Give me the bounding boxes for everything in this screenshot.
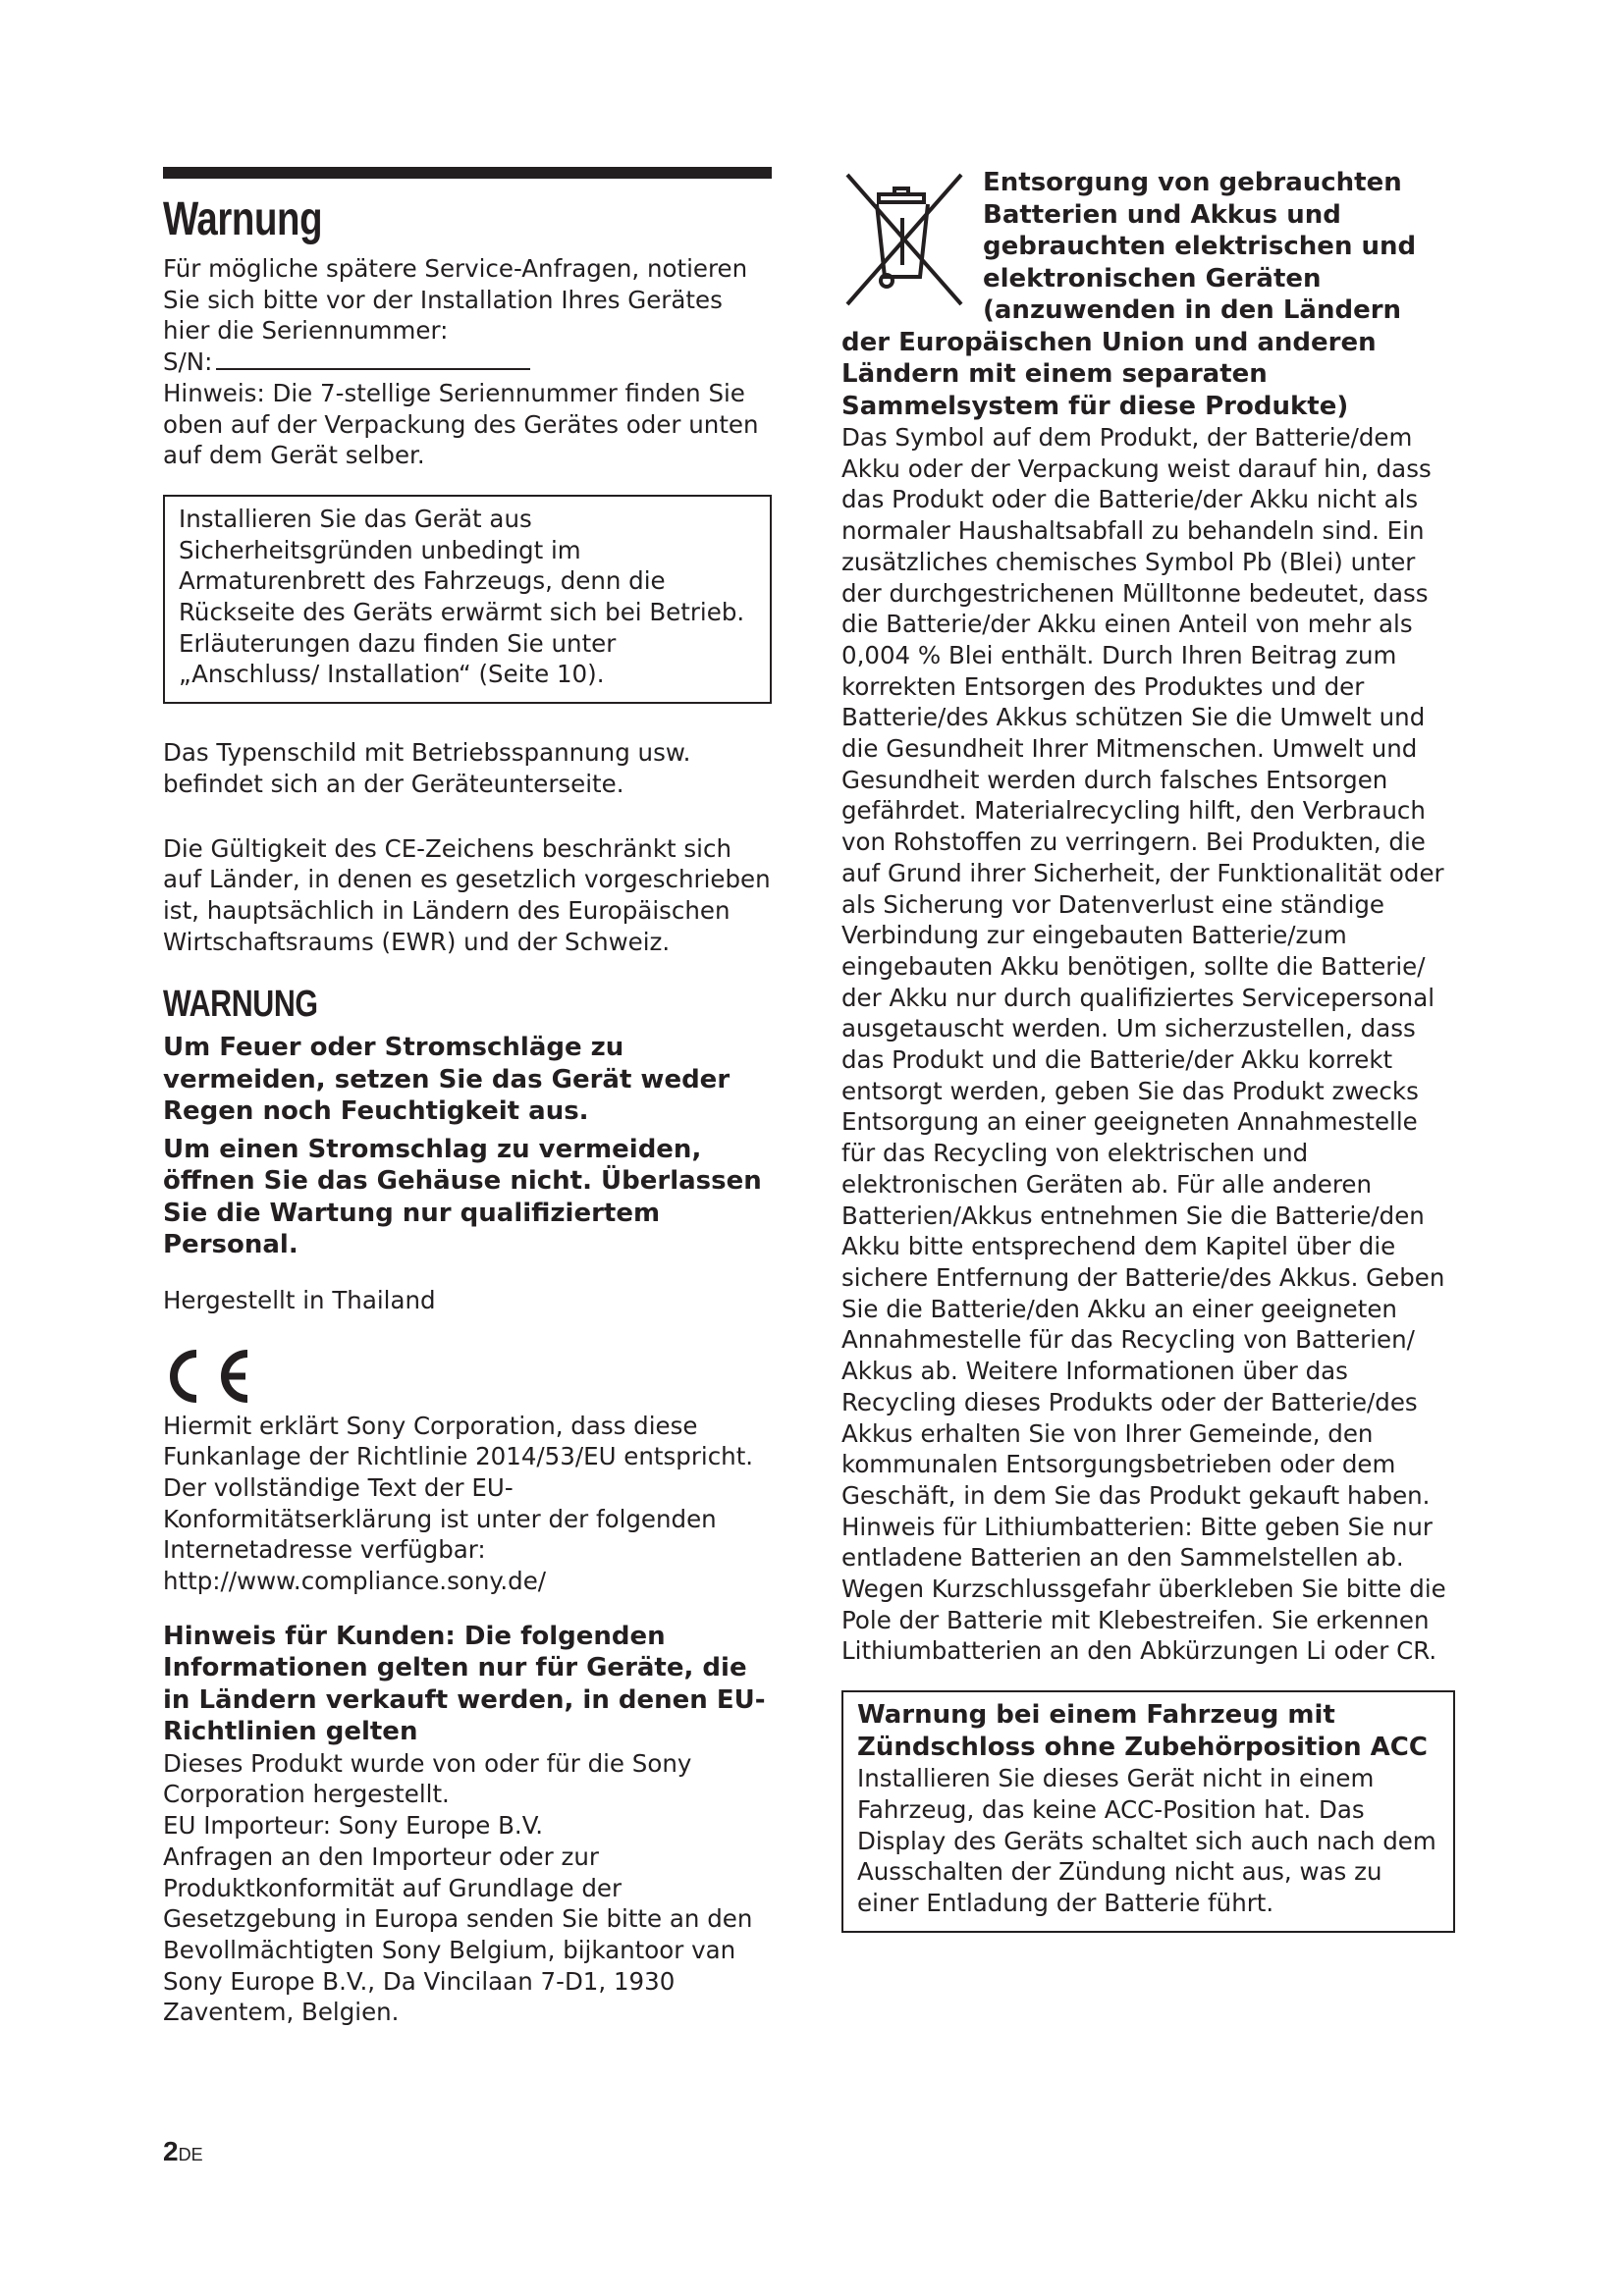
ce-validity-note: Die Gültigkeit des CE-Zeichens beschränkt sich auf Länder, in denen es gesetzlich vorgeschrieben ist, hauptsächlich in Ländern des Europäischen Wirtschaftsraums (EWR) und der Schweiz. — [163, 833, 771, 956]
serial-number-line — [163, 347, 772, 378]
install-notice-box — [163, 495, 772, 704]
lithium-note: Hinweis für Lithiumbatterien: Bitte geben Sie nur entladene Batterien an den Sammelstellen ab. Wegen Kurzschlussgefahr überkleben Sie bitte die Pole der Batterie mit Klebestreifen. Sie erkennen Lithiumbatterien an den Abkürzungen Li oder CR. — [841, 1512, 1446, 1666]
page-number-digit: 2 — [163, 2136, 179, 2166]
right-column — [841, 167, 1455, 1933]
acc-warning-body: Installieren Sie dieses Gerät nicht in einem Fahrzeug, das keine ACC-Position hat. Das Display des Geräts schaltet sich auch nach dem Ausschalten der Zündung nicht aus, was zu einer Entladung der Batterie führt. — [857, 1764, 1436, 1917]
customer-notice-heading: Hinweis für Kunden: Die folgenden Informationen gelten nur für Geräte, die in Ländern verkauft werden, in denen EU-Richtlinien gelten — [163, 1621, 766, 1747]
typenschild-note: Das Typenschild mit Betriebsspannung usw. befindet sich an der Geräteunterseite. — [163, 738, 691, 798]
sn-blank-line — [216, 347, 530, 370]
product-manufacturer: Dieses Produkt wurde von oder für die Sony Corporation hergestellt. — [163, 1748, 692, 1809]
service-intro: Für mögliche spätere Service-Anfragen, notieren Sie sich bitte vor der Installation Ihres Gerätes hier die Seriennummer: — [163, 254, 748, 346]
warnung-heading: Warnung — [163, 193, 323, 245]
page-number — [163, 2136, 203, 2167]
heading-rule — [163, 167, 772, 179]
acc-warning-box — [841, 1690, 1455, 1933]
fire-warning: Um Feuer oder Stromschläge zu vermeiden, setzen Sie das Gerät weder Regen noch Feuchtigkeit aus. — [163, 1033, 731, 1127]
disposal-body: Das Symbol auf dem Produkt, der Batterie/dem Akku oder der Verpackung weist darauf hin, dass das Produkt oder die Batterie/der Akku nicht als normaler Haushaltsabfall zu behandeln sind. Ein zusätzliches chemisches Symbol Pb (Blei) unter der durchgestrichenen Mülltonne bedeutet, dass die Batterie/der Akku einen Anteil von mehr als 0,004 % Blei enthält. Durch Ihren Beitrag zum korrekten Entsorgen des Produktes und der Batterie/des Akkus schützen Sie die Umwelt und die Gesundheit Ihrer Mitmenschen. Umwelt und Gesundheit werden durch falsches Entsorgen gefährdet. Materialrecycling hilft, den Verbrauch von Rohstoffen zu verringern. Bei Produkten, die auf Grund ihrer Sicherheit, der Funktionalität oder als Sicherung vor Datenverlust eine ständige Verbindung zur eingebauten Batterie/zum eingebauten Akku benötigen, sollte die Batterie/ der Akku nur durch qualifiziertes Servicepersonal ausgetauscht werden. Um sicherzustellen, dass das Produkt und die Batterie/der Akku korrekt entsorgt werden, geben Sie das Produkt zwecks Entsorgung an einer geeigneten Annahmestelle für das Recycling von elektrischen und elektronischen Geräten ab. Für alle anderen Batterien/Akkus entnehmen Sie die Batterie/den Akku bitte entsprechend dem Kapitel über die sichere Entfernung der Batterie/des Akkus. Geben Sie die Batterie/den Akku an einer geeigneten Annahmestelle für das Recycling von Batterien/ Akkus ab. Weitere Informationen über das Recycling dieses Produkts oder der Batterie/des Akkus erhalten Sie von Ihrer Gemeinde, den kommunalen Entsorgungsbetrieben oder dem Geschäft, in dem Sie das Produkt gekauft haben. — [841, 423, 1445, 1510]
sn-label: S/N: — [163, 347, 213, 377]
shock-warning: Um einen Stromschlag zu vermeiden, öffnen Sie das Gehäuse nicht. Überlassen Sie die Wartung nur qualifiziertem Personal. — [163, 1134, 762, 1260]
acc-warning-heading: Warnung bei einem Fahrzeug mit Zündschloss ohne Zubehörposition ACC — [857, 1700, 1428, 1762]
install-notice: Installieren Sie das Gerät aus Sicherheitsgründen unbedingt im Armaturenbrett des Fahrzeugs, denn die Rückseite des Geräts erwärmt sich bei Betrieb. — [179, 504, 745, 627]
warnung-caps-heading: WARNUNG — [163, 984, 318, 1026]
page-language-code: DE — [178, 2145, 203, 2164]
install-reference: Erläuterungen dazu finden Sie unter „Anschluss/ Installation“ (Seite 10). — [179, 628, 617, 689]
left-column — [163, 167, 772, 2028]
crossed-out-wheelie-bin-icon — [843, 171, 965, 308]
serial-hint: Hinweis: Die 7-stellige Seriennummer finden Sie oben auf der Verpackung des Gerätes oder unten auf dem Gerät selber. — [163, 378, 759, 470]
inquiries-note: Anfragen an den Importeur oder zur Produktkonformität auf Grundlage der Gesetzgebung in Europa senden Sie bitte an den Bevollmächtigten Sony Belgium, bijkantoor van Sony Europe B.V., Da Vincilaan 7-D1, 1930 Zaventem, Belgien. — [163, 1842, 753, 2027]
made-in-note: Hergestellt in Thailand — [163, 1285, 436, 1314]
eu-importer: EU Importeur: Sony Europe B.V. — [163, 1811, 544, 1841]
ce-mark-icon — [163, 1346, 257, 1407]
conformity-declaration: Hiermit erklärt Sony Corporation, dass diese Funkanlage der Richtlinie 2014/53/EU entspricht. Der vollständige Text der EU-Konformitätserklärung ist unter der folgenden Internetadresse verfügbar: http://www.compliance.sony.de/ — [163, 1411, 754, 1596]
disposal-heading: Entsorgung von gebrauchten Batterien und Akkus und gebrauchten elektrischen und elektronischen Geräten (anzuwenden in den Ländern der Europäischen Union und anderen Ländern mit einem separaten Sammelsystem für diese Produkte) — [841, 168, 1417, 421]
